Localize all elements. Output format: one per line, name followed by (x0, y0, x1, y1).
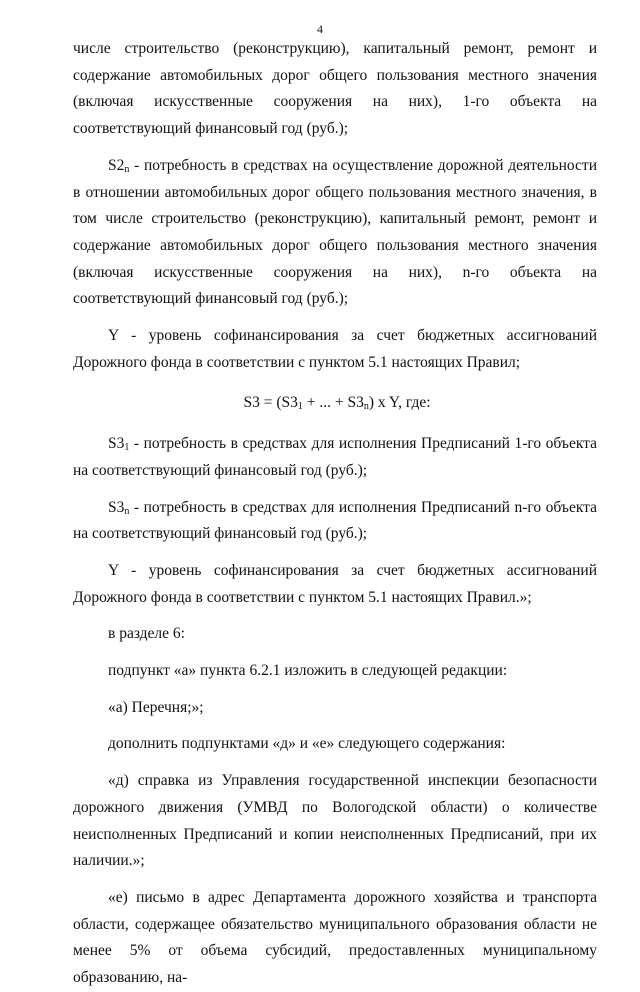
formula-part-b: + ... + S3 (302, 394, 364, 412)
paragraph-subitem-a-text: «а) Перечня;»; (108, 698, 204, 716)
definition-text: - потребность в средствах на осуществление дорожной деятельности в отношении автомобильных дорог общего пользования местного значения, в том числе строительство (реконструкцию), капитальный ремонт, ремонт и содержание автомобильных дорог общего пользования местного значения (включая искусственные сооружения на них), n-го объекта на соответствующий финансовый год (руб.); (73, 156, 597, 308)
paragraph-add-subitems: дополнить подпунктами «д» и «е» следующего содержания: (108, 735, 506, 753)
formula-part-a: S3 = (S3 (243, 394, 298, 412)
symbol-s3: S3 (108, 435, 125, 453)
formula-s3 (73, 390, 597, 417)
paragraph-y-definition-2: Y - уровень софинансирования за счет бюджетных ассигнований Дорожного фонда в соответствии с пунктом 5.1 настоящих Правил.»; (73, 561, 597, 606)
formula-part-c: ) x Y, где: (368, 394, 431, 412)
paragraph-subitem-e: «е) письмо в адрес Департамента дорожного хозяйства и транспорта области, содержащее обязательство муниципального образования области не менее 5% от объема субсидий, предоставленных муниципальному образованию, на- (73, 888, 597, 987)
paragraph-s2n-definition (73, 153, 597, 313)
paragraph-subitem-a: подпункт «а» пункта 6.2.1 изложить в следующей редакции: (108, 662, 508, 680)
paragraph-section-6: в разделе 6: (108, 625, 185, 643)
paragraph-y-definition: Y - уровень софинансирования за счет бюджетных ассигнований Дорожного фонда в соответствии с пунктом 5.1 настоящих Правил; (73, 327, 597, 371)
definition-text: - потребность в средствах для исполнения Предписаний 1-го объекта на соответствующий финансовый год (руб.); (73, 435, 597, 479)
formula-subscript-1: 1 (297, 401, 303, 413)
symbol-s2: S2 (108, 156, 125, 174)
definition-text: - потребность в средствах для исполнения Предписаний n-го объекта на соответствующий финансовый год (руб.); (73, 498, 597, 543)
paragraph-continuation: числе строительство (реконструкцию), капитальный ремонт, ремонт и содержание автомобильных дорог общего пользования местного значения (включая искусственные сооружения на них), 1-го объекта на соответствующий финансовый год (руб.); (73, 40, 597, 138)
page-number: 4 (317, 22, 323, 36)
paragraph-s3n-definition (73, 495, 597, 548)
subscript-n: n (124, 505, 130, 517)
subscript-1: 1 (124, 442, 130, 454)
subscript-n: n (124, 163, 130, 175)
document-body (73, 36, 597, 992)
paragraph-s31-definition (73, 431, 597, 484)
formula-subscript-n: n (363, 401, 369, 413)
symbol-s3: S3 (108, 498, 125, 516)
paragraph-subitem-d: «д) справка из Управления государственной инспекции безопасности дорожного движения (УМВД по Вологодской области) о количестве неисполненных Предписаний и копии неисполненных Предписаний, при их наличии.»; (73, 772, 597, 870)
